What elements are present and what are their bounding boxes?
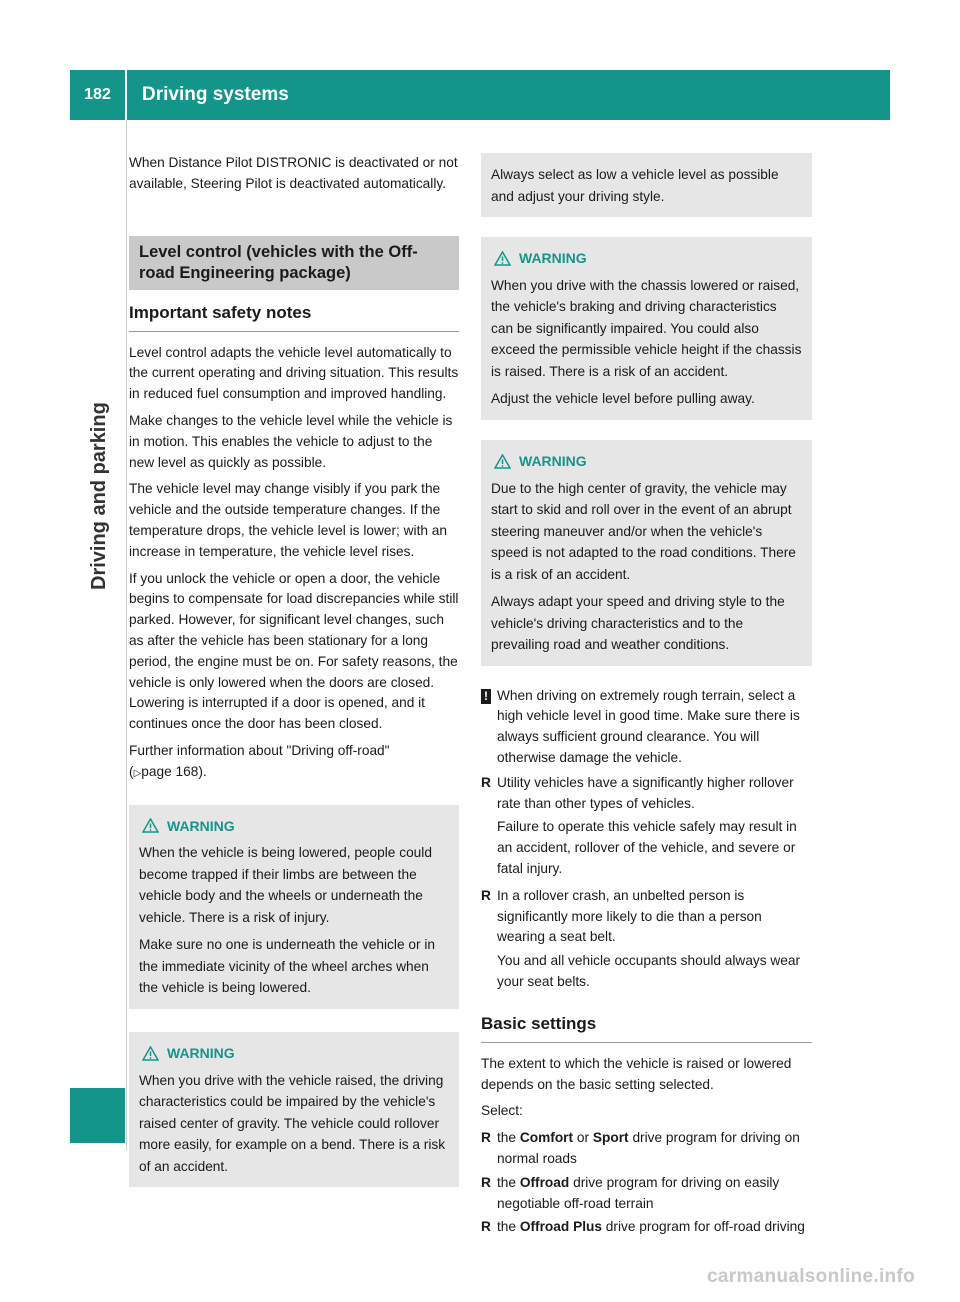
bullet-mark: R <box>481 1219 491 1235</box>
list-item <box>481 1173 812 1215</box>
subheading-basic-settings: Basic settings <box>481 1013 812 1043</box>
warning-triangle-icon <box>494 454 511 469</box>
warning-header <box>491 248 802 269</box>
opt-rest: drive program for off-road driving <box>605 1219 805 1235</box>
list-item-text: Utility vehicles have a significantly higher rollover rate than other types of vehicles. <box>497 774 794 811</box>
page-reference[interactable] <box>129 762 459 785</box>
warning-box <box>129 1032 459 1187</box>
paragraph: Further information about "Driving off-road" <box>129 742 390 758</box>
intro-paragraph: When Distance Pilot DISTRONIC is deactivated or not available, Steering Pilot is deactivated automatically. <box>129 155 458 191</box>
paragraph: Level control adapts the vehicle level automatically to the current operating and driving situation. This results in reduced fuel consumption and improved handling. <box>129 344 459 402</box>
program-offroad-plus: Offroad Plus <box>519 1219 602 1235</box>
warning-box <box>481 237 812 420</box>
warning-triangle-icon <box>142 818 159 833</box>
opt-the: the <box>497 1219 517 1235</box>
program-comfort: Comfort <box>519 1130 574 1146</box>
list-item-followup: Failure to operate this vehicle safely may result in an accident, rollover of the vehicle, and severe or fatal injury. <box>497 819 797 876</box>
list-item <box>481 886 812 948</box>
opt-rest: drive program for driving on normal roads <box>497 1130 800 1166</box>
warning-title: WARNING <box>167 1044 235 1061</box>
watermark: carmanualsonline.info <box>707 1266 915 1287</box>
warning-header <box>139 816 449 837</box>
paragraph: The extent to which the vehicle is raised or lowered depends on the basic setting selected. <box>481 1055 792 1092</box>
warning-box-continuation <box>481 153 812 217</box>
opt-the: the <box>497 1130 517 1146</box>
warning-title: WARNING <box>519 452 587 469</box>
warning-box <box>481 440 812 666</box>
triangle-arrow-icon: ▷ <box>133 767 142 779</box>
exclamation-icon: ! <box>481 689 491 704</box>
paragraph: The vehicle level may change visibly if you park the vehicle and the outside temperature changes. If the temperature drops, the vehicle level is lower; with an increase in temperature, the vehicle level rises. <box>129 481 448 559</box>
bullet-mark: R <box>481 1130 491 1146</box>
note <box>481 686 812 769</box>
left-column <box>129 153 459 1207</box>
list-item-followup: You and all vehicle occupants should always wear your seat belts. <box>497 953 801 989</box>
warning-text: When you drive with the vehicle raised, the driving characteristics could be impaired by the vehicle's raised center of gravity. The vehicle could rollover more easily, for example on a bend. There is a risk of an accident. <box>139 1072 446 1174</box>
warning-header <box>139 1043 449 1064</box>
list-item <box>481 1128 812 1170</box>
warning-text: Adjust the vehicle level before pulling away. <box>491 391 755 407</box>
page-ref-text[interactable]: page 168). <box>141 763 207 779</box>
page-number: 182 <box>84 86 111 103</box>
list-item <box>481 1217 812 1238</box>
opt-the: the <box>497 1174 517 1190</box>
note-text: When driving on extremely rough terrain, select a high vehicle level in good time. Make sure there is always sufficient ground clearance. You will otherwise damage the vehicle. <box>497 687 800 765</box>
page-ref-prefix: ( <box>129 763 134 779</box>
program-sport: Sport <box>592 1130 629 1146</box>
header-divider <box>125 70 127 120</box>
program-offroad: Offroad <box>519 1174 570 1190</box>
bullet-mark: R <box>481 1174 491 1190</box>
warning-text: Make sure no one is underneath the vehicle or in the immediate vicinity of the wheel arches when the vehicle is being lowered. <box>139 937 435 996</box>
list-item-text: In a rollover crash, an unbelted person is significantly more likely to die than a person wearing a seat belt. <box>497 887 762 945</box>
select-label: Select: <box>481 1103 523 1119</box>
warning-header <box>491 451 802 472</box>
warning-triangle-icon <box>142 1046 159 1061</box>
warning-text: When the vehicle is being lowered, people could become trapped if their limbs are between the vehicle body and the wheels or underneath the vehicle. There is a risk of injury. <box>139 845 432 925</box>
right-column <box>481 153 812 1241</box>
opt-or: or <box>576 1130 590 1146</box>
section-title: Driving systems <box>142 84 289 105</box>
warning-text: Always adapt your speed and driving style to the vehicle's driving characteristics and to the prevailing road and weather conditions. <box>491 594 785 653</box>
warning-triangle-icon <box>494 251 511 266</box>
warning-text: Due to the high center of gravity, the vehicle may start to skid and roll over in the event of an abrupt steering maneuver and/or when the vehicle's speed is not adapted to the road conditions. There is a risk of an accident. <box>491 480 796 582</box>
list-item <box>481 773 812 815</box>
side-tab <box>69 120 127 1150</box>
opt-rest: drive program for driving on easily negotiable off-road terrain <box>497 1174 780 1211</box>
warning-text: When you drive with the chassis lowered or raised, the vehicle's braking and driving characteristics can be significantly impaired. You could also exceed the permissible vehicle height if the chassis is raised. There is a risk of an accident. <box>491 277 802 379</box>
bullet-mark: R <box>481 774 491 790</box>
warning-box <box>129 805 459 1009</box>
paragraph: If you unlock the vehicle or open a door, the vehicle begins to compensate for load discrepancies while still parked. However, for significant level changes, such as after the vehicle has been stationary for a long period, the engine must be on. For safety reasons, the vehicle is only lowered when the doors are closed. Lowering is interrupted if a door is opened, and it continues once the door has been closed. <box>129 570 459 732</box>
section-heading: Level control (vehicles with the Off-road Engineering package) <box>129 236 459 290</box>
side-tab-marker <box>70 1088 125 1143</box>
side-tab-label: Driving and parking <box>88 402 110 590</box>
paragraph: Make changes to the vehicle level while the vehicle is in motion. This enables the vehicle to adjust to the new level as quickly as possible. <box>129 412 453 470</box>
subheading-safety-notes: Important safety notes <box>129 302 459 332</box>
warning-title: WARNING <box>167 817 235 834</box>
bullet-mark: R <box>481 887 491 903</box>
warning-title: WARNING <box>519 250 587 266</box>
warning-text: Always select as low a vehicle level as possible and adjust your driving style. <box>491 167 779 204</box>
